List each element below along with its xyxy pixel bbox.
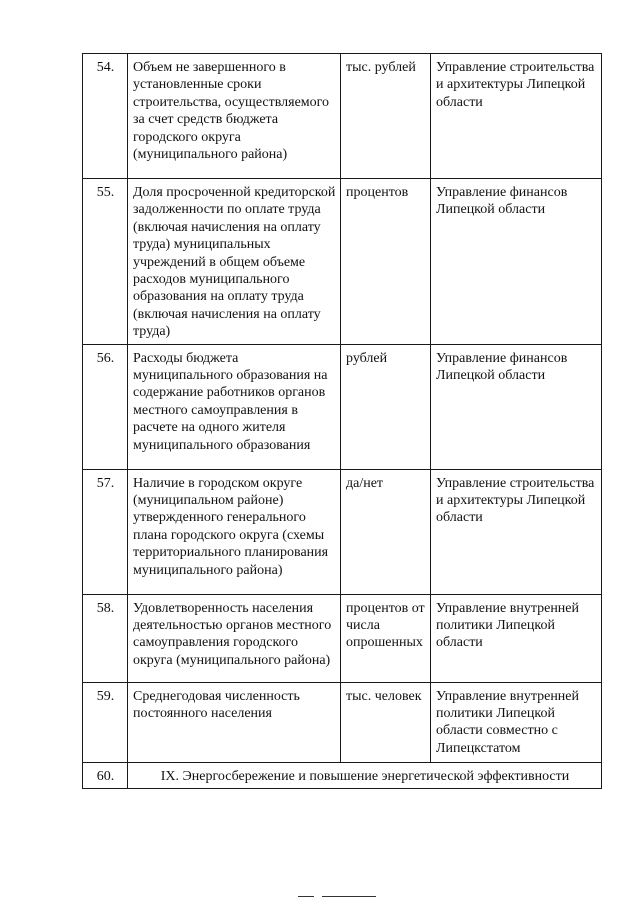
section-row xyxy=(83,762,602,788)
responsible-body: Управление финансов Липецкой области xyxy=(431,344,602,469)
footer-rule-short xyxy=(298,896,314,897)
row-number: 59. xyxy=(83,682,128,762)
row-number: 55. xyxy=(83,179,128,345)
table-row xyxy=(83,344,602,469)
unit-of-measure: процентов от числа опрошенных xyxy=(341,594,431,682)
row-number: 54. xyxy=(83,54,128,179)
indicator-name: Объем не завершенного в установленные сроки строительства, осуществляемого за счет средств бюджета городского округа (муниципального района) xyxy=(128,54,341,179)
indicator-name: Расходы бюджета муниципального образования на содержание работников органов местного самоуправления в расчете на одного жителя муниципального образования xyxy=(128,344,341,469)
section-heading: IX. Энергосбережение и повышение энергетической эффективности xyxy=(128,762,602,788)
unit-of-measure: рублей xyxy=(341,344,431,469)
row-number: 57. xyxy=(83,469,128,594)
table-row xyxy=(83,54,602,179)
unit-of-measure: тыс. рублей xyxy=(341,54,431,179)
page-footer-rule xyxy=(298,896,378,899)
indicators-table xyxy=(82,53,602,789)
row-number: 60. xyxy=(83,762,128,788)
responsible-body: Управление внутренней политики Липецкой области совместно с Липецкстатом xyxy=(431,682,602,762)
unit-of-measure: процентов xyxy=(341,179,431,345)
responsible-body: Управление строительства и архитектуры Липецкой области xyxy=(431,54,602,179)
unit-of-measure: тыс. человек xyxy=(341,682,431,762)
indicator-name: Доля просроченной кредиторской задолженности по оплате труда (включая начисления на оплату труда) муниципальных учреждений в общем объеме расходов муниципального образования на оплату труда (включая начисления на оплату труда) xyxy=(128,179,341,345)
row-number: 58. xyxy=(83,594,128,682)
footer-rule-long xyxy=(322,896,376,897)
table-row xyxy=(83,682,602,762)
row-number: 56. xyxy=(83,344,128,469)
indicator-name: Среднегодовая численность постоянного населения xyxy=(128,682,341,762)
responsible-body: Управление внутренней политики Липецкой области xyxy=(431,594,602,682)
indicator-name: Удовлетворенность населения деятельностью органов местного самоуправления городского округа (муниципального района) xyxy=(128,594,341,682)
responsible-body: Управление строительства и архитектуры Липецкой области xyxy=(431,469,602,594)
table-row xyxy=(83,594,602,682)
indicator-name: Наличие в городском округе (муниципальном районе) утвержденного генерального плана городского округа (схемы территориального планирования муниципального района) xyxy=(128,469,341,594)
responsible-body: Управление финансов Липецкой области xyxy=(431,179,602,345)
unit-of-measure: да/нет xyxy=(341,469,431,594)
table-row xyxy=(83,179,602,345)
table-row xyxy=(83,469,602,594)
